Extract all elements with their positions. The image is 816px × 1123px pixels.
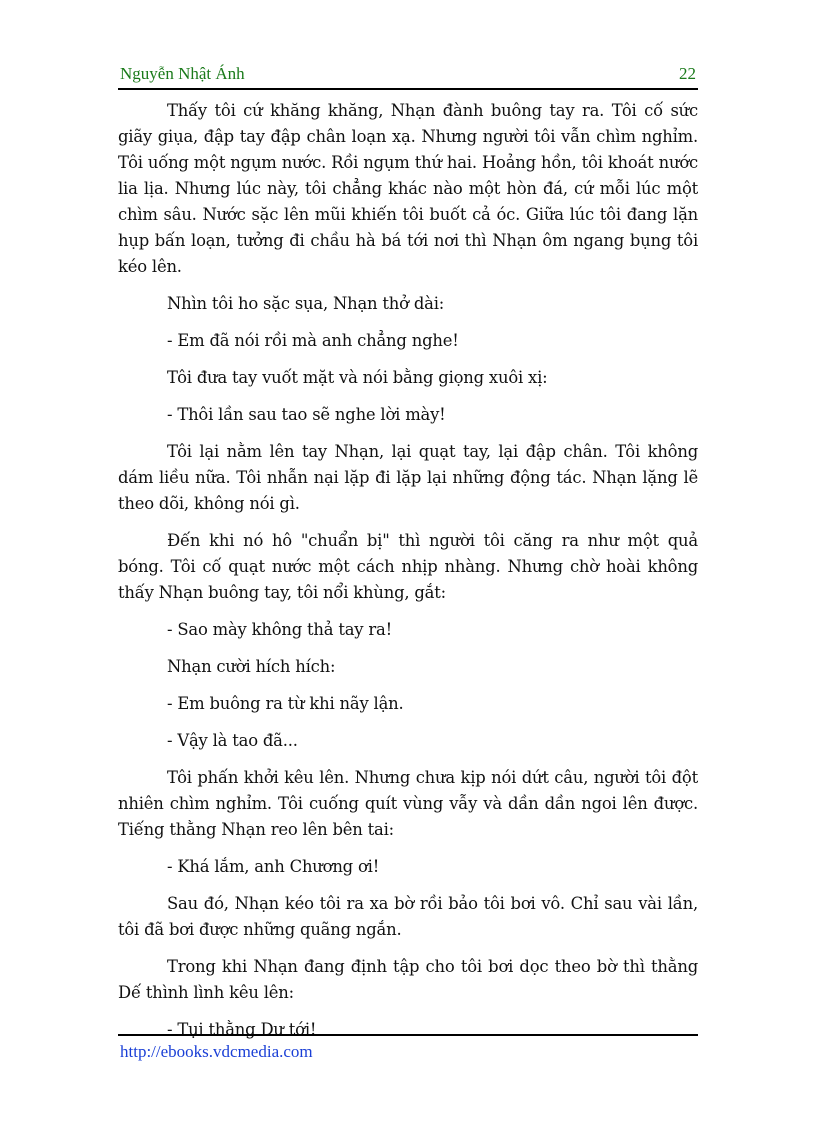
paragraph: Tôi đưa tay vuốt mặt và nói bằng giọng xuôi xị:: [167, 368, 548, 387]
paragraph: Sau đó, Nhạn kéo tôi ra xa bờ rồi bảo tôi bơi vô. Chỉ sau vài lần, tôi đã bơi được những quãng ngắn.: [118, 894, 698, 939]
paragraph: Tôi phấn khởi kêu lên. Nhưng chưa kịp nói dứt câu, người tôi đột nhiên chìm nghỉm. Tôi cuống quít vùng vẫy và dần dần ngoi lên được. Tiếng thằng Nhạn reo lên bên tai:: [118, 768, 698, 839]
dialogue-line: - Em đã nói rồi mà anh chẳng nghe!: [167, 331, 459, 350]
dialogue-line: - Sao mày không thả tay ra!: [167, 620, 392, 639]
paragraph: Nhạn cười hích hích:: [167, 657, 336, 676]
paragraph: Thấy tôi cứ khăng khăng, Nhạn đành buông tay ra. Tôi cố sức giãy giụa, đập tay đập chân loạn xạ. Nhưng người tôi vẫn chìm nghỉm. Tôi uống một ngụm nước. Rồi ngụm thứ hai. Hoảng hồn, tôi khoát nước lia lịa. Nhưng lúc này, tôi chẳng khác nào một hòn đá, cứ mỗi lúc một chìm sâu. Nước sặc lên mũi khiến tôi buốt cả óc. Giữa lúc tôi đang lặn hụp bấn loạn, tưởng đi chầu hà bá tới nơi thì Nhạn ôm ngang bụng tôi kéo lên.: [118, 101, 698, 276]
dialogue-line: - Khá lắm, anh Chương ơi!: [167, 857, 380, 876]
header-divider: [118, 88, 698, 90]
dialogue-line: - Thôi lần sau tao sẽ nghe lời mày!: [167, 405, 446, 424]
page-body: [118, 98, 698, 1054]
author-name: Nguyễn Nhật Ánh: [120, 64, 245, 83]
page-number: 22: [679, 64, 696, 83]
paragraph: Tôi lại nằm lên tay Nhạn, lại quạt tay, lại đập chân. Tôi không dám liều nữa. Tôi nhẫn nại lặp đi lặp lại những động tác. Nhạn lặng lẽ theo dõi, không nói gì.: [118, 442, 698, 513]
paragraph: Đến khi nó hô "chuẩn bị" thì người tôi căng ra như một quả bóng. Tôi cố quạt nước một cách nhịp nhàng. Nhưng chờ hoài không thấy Nhạn buông tay, tôi nổi khùng, gắt:: [118, 531, 698, 602]
footer-divider: [118, 1034, 698, 1036]
paragraph: Trong khi Nhạn đang định tập cho tôi bơi dọc theo bờ thì thằng Dế thình lình kêu lên:: [118, 957, 698, 1002]
dialogue-line: - Tụi thằng Dư tới!: [167, 1020, 317, 1039]
dialogue-line: - Vậy là tao đã...: [167, 731, 298, 750]
dialogue-line: - Em buông ra từ khi nãy lận.: [167, 694, 404, 713]
page-header: [118, 64, 698, 86]
footer-link[interactable]: http://ebooks.vdcmedia.com: [120, 1042, 313, 1061]
paragraph: Nhìn tôi ho sặc sụa, Nhạn thở dài:: [167, 294, 445, 313]
